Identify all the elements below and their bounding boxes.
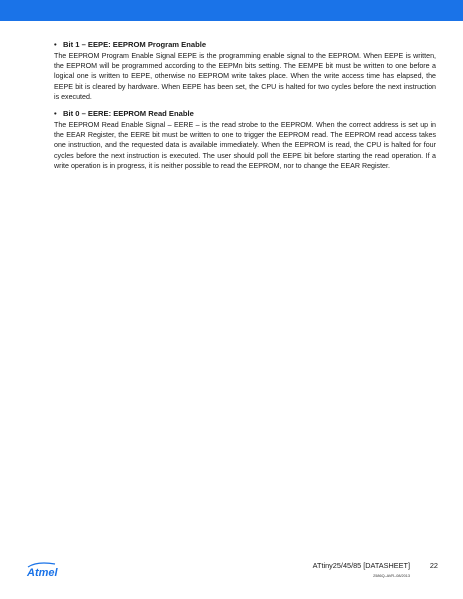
section-body: The EEPROM Read Enable Signal – EERE – is the read strobe to the EEPROM. When the correct address is set up in the EEAR Register, the EERE bit must be written to one to trigger the EEPROM read. The EEPROM read access takes one instruction, and the requested data is available immediately. When the EEPROM is read, the CPU is halted for four cycles before the next instruction is executed. The user should poll the EEPE bit before starting the read operation. If a write operation is in progress, it is neither possible to read the EEPROM, nor to change the EEAR Register. [54,121,436,170]
section-body: The EEPROM Program Enable Signal EEPE is the programming enable signal to the EEPROM. When EEPE is written, the EEPROM will be programmed according to the EEPMn bits setting. The EEMPE bit must be written to one before a logical one is written to EEPE, otherwise no EEPROM write takes place. When the write access time has elapsed, the EEPE bit is cleared by hardware. When EEPE has been set, the CPU is halted for two cycles before the next instruction is executed. [54,52,436,101]
bullet-icon: • [54,109,57,119]
atmel-logo [25,561,67,579]
header-bar [0,0,463,21]
section-bit0-eere [54,108,436,171]
section-heading-text: Bit 0 – EERE: EEPROM Read Enable [63,109,194,119]
section-heading [54,108,436,119]
document-number: 2586Q–AVR–08/2013 [373,574,410,578]
document-title: ATtiny25/45/85 [DATASHEET] [312,561,410,570]
page-content [54,39,436,177]
atmel-logo-text: Atmel [27,567,58,579]
section-bit1-eepe [54,39,436,102]
section-heading [54,39,436,50]
bullet-icon: • [54,40,57,49]
section-heading-text: Bit 1 – EEPE: EEPROM Program Enable [63,40,207,49]
page-number: 22 [429,561,438,570]
